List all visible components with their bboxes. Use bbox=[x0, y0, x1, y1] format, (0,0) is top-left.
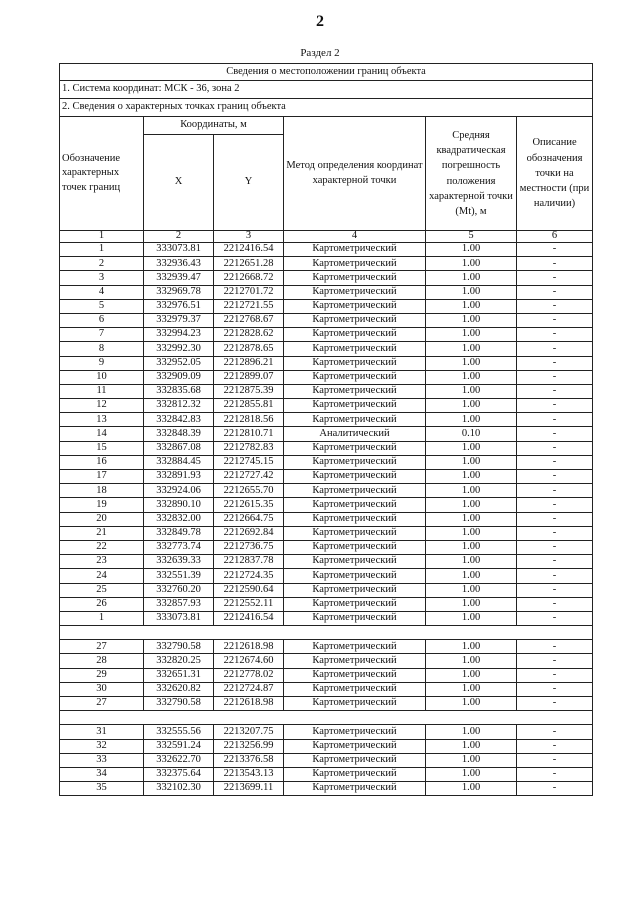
coord-y-cell: 2212416.54 bbox=[214, 611, 284, 625]
accuracy-cell: 1.00 bbox=[426, 299, 517, 313]
description-cell: - bbox=[517, 271, 593, 285]
accuracy-cell: 1.00 bbox=[426, 611, 517, 625]
coord-x-cell: 332812.32 bbox=[144, 399, 214, 413]
coord-y-cell: 2212416.54 bbox=[214, 243, 284, 257]
table-row bbox=[60, 569, 593, 583]
method-cell: Картометрический bbox=[284, 413, 426, 427]
description-cell: - bbox=[517, 455, 593, 469]
method-cell: Картометрический bbox=[284, 555, 426, 569]
table-row bbox=[60, 725, 593, 739]
accuracy-cell: 1.00 bbox=[426, 455, 517, 469]
point-number-cell: 11 bbox=[60, 384, 144, 398]
description-cell: - bbox=[517, 243, 593, 257]
header-accuracy: Средняя квадратическая погрешность положения характерной точки (Mt), м bbox=[426, 117, 517, 231]
accuracy-cell: 1.00 bbox=[426, 313, 517, 327]
method-cell: Картометрический bbox=[284, 271, 426, 285]
accuracy-cell: 1.00 bbox=[426, 399, 517, 413]
method-cell: Картометрический bbox=[284, 782, 426, 796]
point-number-cell: 24 bbox=[60, 569, 144, 583]
coord-y-cell: 2212727.42 bbox=[214, 470, 284, 484]
table-row bbox=[60, 328, 593, 342]
coord-x-cell: 332102.30 bbox=[144, 782, 214, 796]
method-cell: Картометрический bbox=[284, 725, 426, 739]
point-number-cell: 28 bbox=[60, 654, 144, 668]
description-cell: - bbox=[517, 470, 593, 484]
coord-x-cell: 332952.05 bbox=[144, 356, 214, 370]
accuracy-cell: 1.00 bbox=[426, 697, 517, 711]
table-row bbox=[60, 526, 593, 540]
point-number-cell: 25 bbox=[60, 583, 144, 597]
coord-x-cell: 332848.39 bbox=[144, 427, 214, 441]
accuracy-cell: 1.00 bbox=[426, 484, 517, 498]
point-number-cell: 12 bbox=[60, 399, 144, 413]
method-cell: Картометрический bbox=[284, 313, 426, 327]
point-number-cell: 17 bbox=[60, 470, 144, 484]
description-cell: - bbox=[517, 441, 593, 455]
coord-y-cell: 2212778.02 bbox=[214, 668, 284, 682]
coord-x-cell: 332992.30 bbox=[144, 342, 214, 356]
point-number-cell: 5 bbox=[60, 299, 144, 313]
method-cell: Картометрический bbox=[284, 484, 426, 498]
coord-x-cell: 332890.10 bbox=[144, 498, 214, 512]
coord-x-cell: 333073.81 bbox=[144, 611, 214, 625]
point-number-cell: 8 bbox=[60, 342, 144, 356]
description-cell: - bbox=[517, 583, 593, 597]
coord-x-cell: 333073.81 bbox=[144, 243, 214, 257]
coord-y-cell: 2212721.55 bbox=[214, 299, 284, 313]
description-cell: - bbox=[517, 413, 593, 427]
point-number-cell: 15 bbox=[60, 441, 144, 455]
method-cell: Картометрический bbox=[284, 611, 426, 625]
accuracy-cell: 1.00 bbox=[426, 356, 517, 370]
coord-y-cell: 2212745.15 bbox=[214, 455, 284, 469]
description-cell: - bbox=[517, 725, 593, 739]
coord-x-cell: 332835.68 bbox=[144, 384, 214, 398]
accuracy-cell: 1.00 bbox=[426, 470, 517, 484]
coord-y-cell: 2212590.64 bbox=[214, 583, 284, 597]
coord-y-cell: 2213543.13 bbox=[214, 767, 284, 781]
coord-y-cell: 2212618.98 bbox=[214, 640, 284, 654]
accuracy-cell: 1.00 bbox=[426, 739, 517, 753]
table-row bbox=[60, 299, 593, 313]
separator-row bbox=[60, 626, 593, 640]
point-number-cell: 6 bbox=[60, 313, 144, 327]
description-cell: - bbox=[517, 739, 593, 753]
accuracy-cell: 1.00 bbox=[426, 583, 517, 597]
table-row bbox=[60, 271, 593, 285]
coord-x-cell: 332622.70 bbox=[144, 753, 214, 767]
method-cell: Картометрический bbox=[284, 767, 426, 781]
method-cell: Картометрический bbox=[284, 583, 426, 597]
description-cell: - bbox=[517, 285, 593, 299]
header-method: Метод определения координат характерной точки bbox=[284, 117, 426, 231]
table-row bbox=[60, 257, 593, 271]
description-cell: - bbox=[517, 611, 593, 625]
coord-x-cell: 332555.56 bbox=[144, 725, 214, 739]
accuracy-cell: 1.00 bbox=[426, 498, 517, 512]
method-cell: Аналитический bbox=[284, 427, 426, 441]
table-row bbox=[60, 342, 593, 356]
separator-cell bbox=[60, 626, 593, 640]
table-row bbox=[60, 753, 593, 767]
coord-x-cell: 332891.93 bbox=[144, 470, 214, 484]
table-row bbox=[60, 512, 593, 526]
coord-x-cell: 332976.51 bbox=[144, 299, 214, 313]
description-cell: - bbox=[517, 654, 593, 668]
table-row bbox=[60, 441, 593, 455]
table-row bbox=[60, 413, 593, 427]
column-number: 5 bbox=[426, 231, 517, 243]
point-number-cell: 13 bbox=[60, 413, 144, 427]
coord-y-cell: 2212651.28 bbox=[214, 257, 284, 271]
boundary-points-table bbox=[59, 63, 593, 796]
description-cell: - bbox=[517, 640, 593, 654]
table-row bbox=[60, 470, 593, 484]
table-row bbox=[60, 697, 593, 711]
coord-y-cell: 2213207.75 bbox=[214, 725, 284, 739]
accuracy-cell: 1.00 bbox=[426, 668, 517, 682]
coord-x-cell: 332939.47 bbox=[144, 271, 214, 285]
description-cell: - bbox=[517, 328, 593, 342]
accuracy-cell: 1.00 bbox=[426, 555, 517, 569]
coord-y-cell: 2212701.72 bbox=[214, 285, 284, 299]
description-cell: - bbox=[517, 427, 593, 441]
coord-x-cell: 332790.58 bbox=[144, 697, 214, 711]
column-number: 3 bbox=[214, 231, 284, 243]
accuracy-cell: 1.00 bbox=[426, 512, 517, 526]
description-cell: - bbox=[517, 498, 593, 512]
coord-y-cell: 2212855.81 bbox=[214, 399, 284, 413]
point-number-cell: 7 bbox=[60, 328, 144, 342]
description-cell: - bbox=[517, 555, 593, 569]
coord-y-cell: 2212837.78 bbox=[214, 555, 284, 569]
method-cell: Картометрический bbox=[284, 512, 426, 526]
coord-y-cell: 2213699.11 bbox=[214, 782, 284, 796]
method-cell: Картометрический bbox=[284, 753, 426, 767]
point-number-cell: 23 bbox=[60, 555, 144, 569]
coord-y-cell: 2212655.70 bbox=[214, 484, 284, 498]
point-number-cell: 21 bbox=[60, 526, 144, 540]
point-number-cell: 16 bbox=[60, 455, 144, 469]
coord-y-cell: 2212768.67 bbox=[214, 313, 284, 327]
description-cell: - bbox=[517, 569, 593, 583]
description-cell: - bbox=[517, 668, 593, 682]
method-cell: Картометрический bbox=[284, 597, 426, 611]
table-row bbox=[60, 782, 593, 796]
coord-x-cell: 332551.39 bbox=[144, 569, 214, 583]
description-cell: - bbox=[517, 782, 593, 796]
accuracy-cell: 1.00 bbox=[426, 271, 517, 285]
table-row bbox=[60, 455, 593, 469]
coordinate-system: 1. Система координат: МСК - 36, зона 2 bbox=[60, 81, 593, 99]
point-number-cell: 2 bbox=[60, 257, 144, 271]
accuracy-cell: 1.00 bbox=[426, 243, 517, 257]
table-row bbox=[60, 640, 593, 654]
accuracy-cell: 1.00 bbox=[426, 640, 517, 654]
coord-x-cell: 332820.25 bbox=[144, 654, 214, 668]
coord-y-cell: 2213256.99 bbox=[214, 739, 284, 753]
separator-cell bbox=[60, 711, 593, 725]
accuracy-cell: 1.00 bbox=[426, 682, 517, 696]
table-row bbox=[60, 285, 593, 299]
description-cell: - bbox=[517, 356, 593, 370]
point-number-cell: 34 bbox=[60, 767, 144, 781]
point-number-cell: 3 bbox=[60, 271, 144, 285]
point-number-cell: 19 bbox=[60, 498, 144, 512]
method-cell: Картометрический bbox=[284, 668, 426, 682]
point-number-cell: 33 bbox=[60, 753, 144, 767]
method-cell: Картометрический bbox=[284, 540, 426, 554]
coord-x-cell: 332924.06 bbox=[144, 484, 214, 498]
coord-x-cell: 332909.09 bbox=[144, 370, 214, 384]
method-cell: Картометрический bbox=[284, 441, 426, 455]
table-row bbox=[60, 427, 593, 441]
description-cell: - bbox=[517, 767, 593, 781]
method-cell: Картометрический bbox=[284, 285, 426, 299]
coord-y-cell: 2212664.75 bbox=[214, 512, 284, 526]
accuracy-cell: 0.10 bbox=[426, 427, 517, 441]
description-cell: - bbox=[517, 753, 593, 767]
header-designation: Обозначение характерных точек границ bbox=[60, 117, 144, 231]
accuracy-cell: 1.00 bbox=[426, 753, 517, 767]
accuracy-cell: 1.00 bbox=[426, 257, 517, 271]
point-number-cell: 22 bbox=[60, 540, 144, 554]
method-cell: Картометрический bbox=[284, 328, 426, 342]
description-cell: - bbox=[517, 399, 593, 413]
coord-x-cell: 332773.74 bbox=[144, 540, 214, 554]
point-number-cell: 32 bbox=[60, 739, 144, 753]
coord-y-cell: 2212896.21 bbox=[214, 356, 284, 370]
header-x: X bbox=[144, 135, 214, 231]
coord-x-cell: 332832.00 bbox=[144, 512, 214, 526]
table-row bbox=[60, 668, 593, 682]
description-cell: - bbox=[517, 597, 593, 611]
coord-x-cell: 332994.23 bbox=[144, 328, 214, 342]
coord-x-cell: 332760.20 bbox=[144, 583, 214, 597]
coord-x-cell: 332790.58 bbox=[144, 640, 214, 654]
method-cell: Картометрический bbox=[284, 356, 426, 370]
description-cell: - bbox=[517, 313, 593, 327]
point-number-cell: 29 bbox=[60, 668, 144, 682]
table-row bbox=[60, 555, 593, 569]
coord-y-cell: 2212875.39 bbox=[214, 384, 284, 398]
coord-y-cell: 2212615.35 bbox=[214, 498, 284, 512]
description-cell: - bbox=[517, 682, 593, 696]
coord-x-cell: 332849.78 bbox=[144, 526, 214, 540]
column-number: 4 bbox=[284, 231, 426, 243]
table-row bbox=[60, 370, 593, 384]
method-cell: Картометрический bbox=[284, 739, 426, 753]
coord-y-cell: 2213376.58 bbox=[214, 753, 284, 767]
table-row bbox=[60, 540, 593, 554]
point-number-cell: 1 bbox=[60, 243, 144, 257]
coord-y-cell: 2212618.98 bbox=[214, 697, 284, 711]
description-cell: - bbox=[517, 512, 593, 526]
table-row bbox=[60, 654, 593, 668]
table-row bbox=[60, 611, 593, 625]
accuracy-cell: 1.00 bbox=[426, 384, 517, 398]
method-cell: Картометрический bbox=[284, 399, 426, 413]
point-number-cell: 18 bbox=[60, 484, 144, 498]
point-number-cell: 30 bbox=[60, 682, 144, 696]
coord-x-cell: 332842.83 bbox=[144, 413, 214, 427]
coord-y-cell: 2212668.72 bbox=[214, 271, 284, 285]
accuracy-cell: 1.00 bbox=[426, 328, 517, 342]
accuracy-cell: 1.00 bbox=[426, 597, 517, 611]
coord-x-cell: 332867.08 bbox=[144, 441, 214, 455]
point-number-cell: 9 bbox=[60, 356, 144, 370]
coord-y-cell: 2212810.71 bbox=[214, 427, 284, 441]
accuracy-cell: 1.00 bbox=[426, 540, 517, 554]
table-row bbox=[60, 682, 593, 696]
method-cell: Картометрический bbox=[284, 470, 426, 484]
description-cell: - bbox=[517, 370, 593, 384]
coord-y-cell: 2212782.83 bbox=[214, 441, 284, 455]
coord-y-cell: 2212674.60 bbox=[214, 654, 284, 668]
coord-y-cell: 2212818.56 bbox=[214, 413, 284, 427]
point-number-cell: 4 bbox=[60, 285, 144, 299]
coord-y-cell: 2212692.84 bbox=[214, 526, 284, 540]
coord-x-cell: 332979.37 bbox=[144, 313, 214, 327]
table-row bbox=[60, 739, 593, 753]
coord-y-cell: 2212899.07 bbox=[214, 370, 284, 384]
table-row bbox=[60, 484, 593, 498]
coord-y-cell: 2212552.11 bbox=[214, 597, 284, 611]
point-number-cell: 35 bbox=[60, 782, 144, 796]
coord-x-cell: 332639.33 bbox=[144, 555, 214, 569]
section-title: Раздел 2 bbox=[300, 47, 340, 59]
accuracy-cell: 1.00 bbox=[426, 654, 517, 668]
point-number-cell: 27 bbox=[60, 697, 144, 711]
coord-x-cell: 332969.78 bbox=[144, 285, 214, 299]
page-number: 2 bbox=[316, 13, 324, 30]
method-cell: Картометрический bbox=[284, 526, 426, 540]
point-number-cell: 1 bbox=[60, 611, 144, 625]
coord-y-cell: 2212724.87 bbox=[214, 682, 284, 696]
header-description: Описание обозначения точки на местности (при наличии) bbox=[517, 117, 593, 231]
description-cell: - bbox=[517, 697, 593, 711]
points-section-title: 2. Сведения о характерных точках границ объекта bbox=[60, 99, 593, 117]
table-title: Сведения о местоположении границ объекта bbox=[60, 64, 593, 81]
column-number: 1 bbox=[60, 231, 144, 243]
coord-x-cell: 332884.45 bbox=[144, 455, 214, 469]
separator-row bbox=[60, 711, 593, 725]
method-cell: Картометрический bbox=[284, 455, 426, 469]
method-cell: Картометрический bbox=[284, 654, 426, 668]
point-number-cell: 27 bbox=[60, 640, 144, 654]
method-cell: Картометрический bbox=[284, 640, 426, 654]
method-cell: Картометрический bbox=[284, 257, 426, 271]
table-row bbox=[60, 243, 593, 257]
accuracy-cell: 1.00 bbox=[426, 569, 517, 583]
header-coordinates: Координаты, м bbox=[144, 117, 284, 135]
table-row bbox=[60, 399, 593, 413]
accuracy-cell: 1.00 bbox=[426, 342, 517, 356]
table-row bbox=[60, 597, 593, 611]
method-cell: Картометрический bbox=[284, 682, 426, 696]
point-number-cell: 20 bbox=[60, 512, 144, 526]
description-cell: - bbox=[517, 257, 593, 271]
description-cell: - bbox=[517, 299, 593, 313]
method-cell: Картометрический bbox=[284, 342, 426, 356]
coord-x-cell: 332651.31 bbox=[144, 668, 214, 682]
method-cell: Картометрический bbox=[284, 569, 426, 583]
accuracy-cell: 1.00 bbox=[426, 782, 517, 796]
point-number-cell: 26 bbox=[60, 597, 144, 611]
table-row bbox=[60, 767, 593, 781]
point-number-cell: 14 bbox=[60, 427, 144, 441]
coord-x-cell: 332936.43 bbox=[144, 257, 214, 271]
description-cell: - bbox=[517, 526, 593, 540]
method-cell: Картометрический bbox=[284, 243, 426, 257]
accuracy-cell: 1.00 bbox=[426, 725, 517, 739]
coord-y-cell: 2212878.65 bbox=[214, 342, 284, 356]
column-number: 6 bbox=[517, 231, 593, 243]
description-cell: - bbox=[517, 484, 593, 498]
coord-x-cell: 332620.82 bbox=[144, 682, 214, 696]
table-row bbox=[60, 356, 593, 370]
accuracy-cell: 1.00 bbox=[426, 413, 517, 427]
table-row bbox=[60, 313, 593, 327]
method-cell: Картометрический bbox=[284, 697, 426, 711]
point-number-cell: 31 bbox=[60, 725, 144, 739]
accuracy-cell: 1.00 bbox=[426, 441, 517, 455]
header-y: Y bbox=[214, 135, 284, 231]
accuracy-cell: 1.00 bbox=[426, 767, 517, 781]
accuracy-cell: 1.00 bbox=[426, 370, 517, 384]
accuracy-cell: 1.00 bbox=[426, 285, 517, 299]
method-cell: Картометрический bbox=[284, 299, 426, 313]
method-cell: Картометрический bbox=[284, 498, 426, 512]
description-cell: - bbox=[517, 342, 593, 356]
coord-y-cell: 2212828.62 bbox=[214, 328, 284, 342]
coord-x-cell: 332591.24 bbox=[144, 739, 214, 753]
description-cell: - bbox=[517, 384, 593, 398]
column-number: 2 bbox=[144, 231, 214, 243]
description-cell: - bbox=[517, 540, 593, 554]
point-number-cell: 10 bbox=[60, 370, 144, 384]
table-row bbox=[60, 583, 593, 597]
accuracy-cell: 1.00 bbox=[426, 526, 517, 540]
coord-x-cell: 332375.64 bbox=[144, 767, 214, 781]
method-cell: Картометрический bbox=[284, 370, 426, 384]
coord-y-cell: 2212724.35 bbox=[214, 569, 284, 583]
method-cell: Картометрический bbox=[284, 384, 426, 398]
coord-x-cell: 332857.93 bbox=[144, 597, 214, 611]
coord-y-cell: 2212736.75 bbox=[214, 540, 284, 554]
table-row bbox=[60, 498, 593, 512]
table-row bbox=[60, 384, 593, 398]
